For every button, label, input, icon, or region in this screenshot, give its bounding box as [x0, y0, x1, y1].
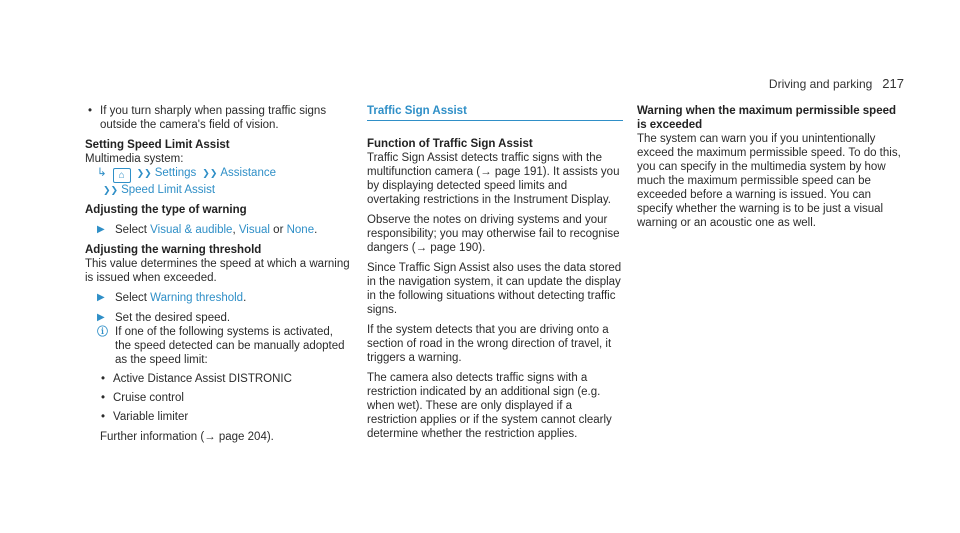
- column-1: [85, 104, 350, 444]
- double-chevron-icon: ❯❯: [202, 168, 218, 178]
- paragraph: The camera also detects traffic signs with a restriction indicated by an additional sign (e.g. when wet). These are only displayed if a restriction applies or if the system cannot clearly determine whether the restriction applies.: [367, 372, 612, 440]
- action-arrow-icon: ▶: [97, 224, 105, 235]
- heading-setting-speed-limit-assist: Setting Speed Limit Assist: [85, 139, 230, 151]
- bullet-item: • If you turn sharply when passing traffic signs outside the camera's field of vision.: [85, 104, 350, 132]
- option-warning-threshold: Warning threshold: [150, 292, 244, 304]
- paragraph: Since Traffic Sign Assist also uses the data stored in the navigation system, it can update the display in the following situations without detecting traffic signs.: [367, 262, 622, 316]
- further-info-link[interactable]: Further information (→ page 204).: [100, 431, 274, 443]
- action-step: ▶ Select Warning threshold.: [97, 292, 247, 304]
- option-visual-audible: Visual & audible: [150, 224, 233, 236]
- home-icon: ⌂: [113, 168, 131, 183]
- section-name: Driving and parking: [768, 77, 873, 91]
- menu-path: [85, 166, 350, 183]
- menu-item-speed-limit-assist: Speed Limit Assist: [121, 184, 216, 196]
- double-chevron-icon: ❯❯: [103, 185, 119, 195]
- return-arrow-icon: ↳: [97, 167, 107, 179]
- paragraph: Observe the notes on driving systems and your responsibility; you may otherwise fail to recognise dangers (→ page 190).: [367, 214, 620, 254]
- list-item: • Cruise control: [85, 391, 350, 405]
- multimedia-label: Multimedia system:: [85, 153, 184, 165]
- running-header: [769, 76, 904, 91]
- option-none: None: [286, 224, 315, 236]
- action-step: ▶ Select Visual & audible, Visual or None.: [97, 224, 318, 236]
- paragraph: If the system detects that you are driving onto a section of road in the wrong direction of travel, it triggers a warning.: [367, 324, 612, 364]
- list-item: • Active Distance Assist DISTRONIC: [85, 372, 350, 386]
- paragraph: Traffic Sign Assist detects traffic signs with the multifunction camera (→ page 191). It assists you by displaying detected speed limits and overtaking restrictions in the Instrument Display.: [367, 152, 620, 206]
- heading-function: Function of Traffic Sign Assist: [367, 138, 533, 150]
- menu-item-settings: Settings: [154, 167, 197, 179]
- section-title: Traffic Sign Assist: [367, 104, 623, 121]
- double-chevron-icon: ❯❯: [136, 168, 152, 178]
- heading-warning-threshold: Adjusting the warning threshold: [85, 244, 262, 256]
- column-3: [637, 104, 907, 230]
- column-2: [367, 104, 623, 441]
- menu-path-continued: [85, 183, 350, 197]
- heading-adjust-type: Adjusting the type of warning: [85, 204, 247, 216]
- list-item: • Variable limiter: [85, 410, 350, 424]
- action-arrow-icon: ▶: [97, 292, 105, 303]
- info-icon: ⓘ: [97, 326, 108, 338]
- heading-warning-exceeded: Warning when the maximum permissible speed is exceeded: [637, 105, 897, 131]
- option-visual: Visual: [238, 224, 270, 236]
- action-step: ▶ Set the desired speed.: [97, 312, 231, 324]
- action-arrow-icon: ▶: [97, 312, 105, 323]
- note: ⓘ If one of the following systems is activated, the speed detected can be manually adopted as the speed limit:: [97, 326, 345, 366]
- page-number: 217: [882, 76, 904, 91]
- menu-item-assistance: Assistance: [220, 167, 276, 179]
- paragraph: The system can warn you if you unintentionally exceed the maximum permissible speed. To do this, you can specify in the multimedia system by how much the maximum permissible speed can be exceeded before a warning is issued. You can specify whether the warning is to be just a visual warning or an acoustic one as well.: [637, 133, 901, 229]
- threshold-description: This value determines the speed at which a warning is issued when exceeded.: [85, 258, 350, 284]
